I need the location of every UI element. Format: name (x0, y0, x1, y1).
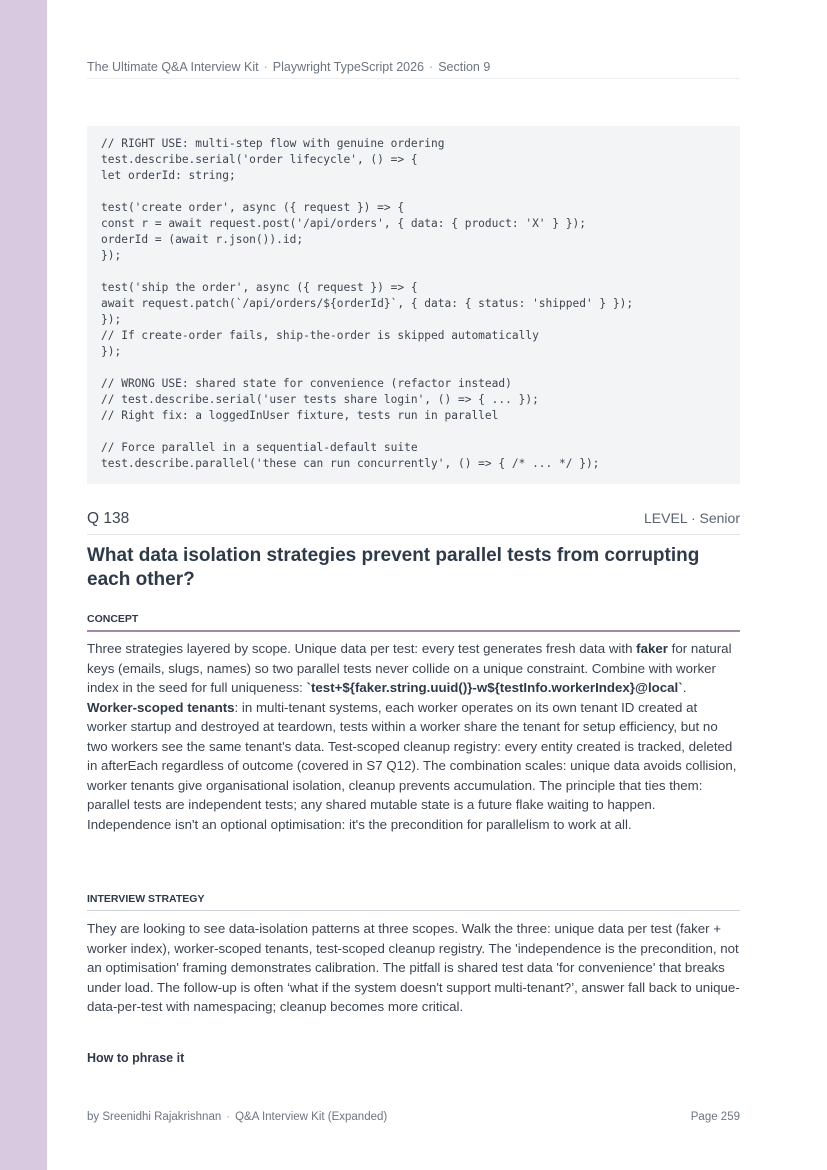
code-line (101, 184, 726, 200)
footer-author: by Sreenidhi Rajakrishnan (87, 1111, 222, 1123)
code-line: }); (101, 313, 122, 326)
question-number: Q 138 (87, 510, 130, 527)
page-footer (87, 1111, 740, 1123)
code-line (101, 360, 726, 376)
header-book-title: The Ultimate Q&A Interview Kit (87, 60, 259, 74)
concept-bold-term: Worker-scoped tenants (87, 699, 235, 715)
code-line: // test.describe.serial('user tests share login', () => { ... }); (101, 393, 539, 406)
footer-credit (87, 1111, 387, 1123)
code-line: test('create order', async ({ request }) => { (101, 201, 405, 214)
header-subject: Playwright TypeScript 2026 (272, 60, 425, 74)
code-line: // Force parallel in a sequential-default suite (101, 441, 418, 454)
running-header (87, 60, 740, 79)
question-meta (87, 510, 740, 535)
code-line: await request.patch(`/api/orders/${orderId}`, { data: { status: 'shipped' } }); (101, 297, 634, 310)
footer-separator: · (226, 1111, 231, 1123)
concept-paragraph (87, 639, 740, 834)
phrase-heading: How to phrase it (87, 1051, 185, 1065)
header-separator: · (263, 60, 268, 74)
code-line: }); (101, 345, 122, 358)
concept-bold-term: faker (636, 641, 668, 656)
question-title: What data isolation strategies prevent parallel tests from corrupting each other? (87, 545, 700, 590)
code-line: // If create-order fails, ship-the-order is skipped automatically (101, 329, 539, 342)
strategy-heading: INTERVIEW STRATEGY (87, 893, 740, 911)
code-line: const r = await request.post('/api/orders', { data: { product: 'X' } }); (101, 217, 586, 230)
code-block (87, 126, 740, 484)
concept-text: Three strategies layered by scope. Unique data per test: every test generates fresh data with (87, 641, 637, 656)
concept-text: for natural keys (emails, slugs, names) so two parallel tests never collide on a unique constraint. Combine with worker index in the seed for full uniqueness: (87, 641, 732, 695)
question-level: LEVEL · Senior (644, 510, 740, 526)
header-section: Section 9 (438, 60, 491, 74)
concept-heading: CONCEPT (87, 613, 740, 632)
code-line: test.describe.parallel('these can run concurrently', () => { /* ... */ }); (101, 457, 600, 470)
side-band (0, 0, 47, 1170)
header-separator: · (429, 60, 434, 74)
concept-text: : in multi-tenant systems, each worker operates on its own tenant ID created at worker startup and destroyed at teardown, tests within a worker share the tenant for setup efficiency, but no two workers see the same tenant's data. Test-scoped cleanup registry: every entity created is tracked, deleted in afterEach regardless of outcome (covered in S7 Q12). The combination scales: unique data avoids collision, worker tenants give organisational isolation, cleanup prevents accumulation. The principle that ties them: parallel tests are independent tests; any shared mutable state is a future flake waiting to happen. Independence isn't an optional optimisation: it's the precondition for parallelism to work at all. (87, 699, 737, 832)
code-line: test.describe.serial('order lifecycle', () => { (101, 153, 418, 166)
strategy-paragraph: They are looking to see data-isolation patterns at three scopes. Walk the three: unique data per test (faker + worker index), worker-scoped tenants, test-scoped cleanup registry. The 'independence is the precondition, not an optimisation' framing demonstrates calibration. The pitfall is shared test data 'for convenience' that breaks under load. The follow-up is often ‘what if the system doesn't support multi-tenant?’, answer fall back to unique-data-per-test with namespacing; cleanup becomes more critical. (87, 921, 740, 1014)
code-line: }); (101, 249, 122, 262)
code-line (101, 424, 726, 440)
code-line: // WRONG USE: shared state for convenience (refactor instead) (101, 377, 512, 390)
concept-code-term: `test+${faker.string.uuid()}-w${testInfo.workerIndex}@local` (306, 680, 683, 695)
code-line: // RIGHT USE: multi-step flow with genuine ordering (101, 137, 445, 150)
footer-kit: Q&A Interview Kit (Expanded) (235, 1111, 388, 1123)
page-number: Page 259 (690, 1111, 740, 1123)
code-line: test('ship the order', async ({ request }) => { (101, 281, 418, 294)
code-line: orderId = (await r.json()).id; (101, 233, 304, 246)
code-line (101, 264, 726, 280)
code-line: // Right fix: a loggedInUser fixture, tests run in parallel (101, 409, 499, 422)
code-line: let orderId: string; (101, 169, 236, 182)
concept-text: . (682, 680, 687, 695)
